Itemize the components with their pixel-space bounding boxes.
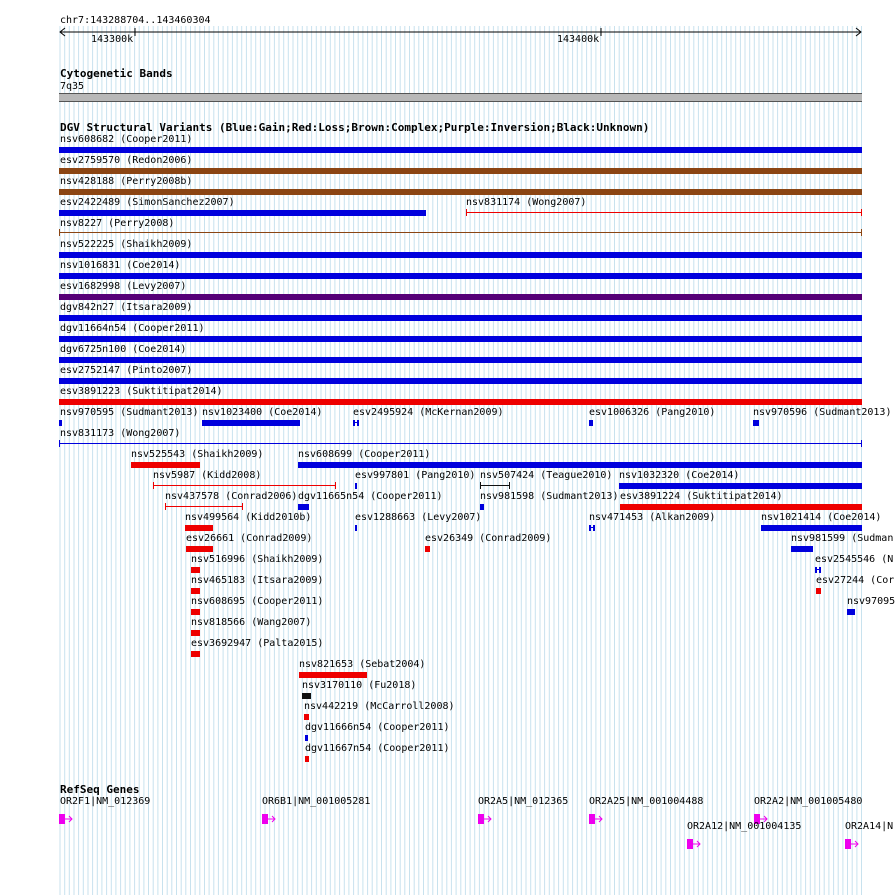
variant-label[interactable]: esv2422489 (SimonSanchez2007) <box>60 197 235 208</box>
variant-bar[interactable] <box>425 546 430 552</box>
variant-label[interactable]: dgv11664n54 (Cooper2011) <box>60 323 205 334</box>
variant-label[interactable]: esv26661 (Conrad2009) <box>186 533 313 544</box>
variant-bar[interactable] <box>59 252 862 258</box>
variant-label[interactable]: nsv970596 (Sudmant2013) <box>753 407 892 418</box>
variant-bar[interactable] <box>191 609 200 615</box>
variant-label[interactable]: nsv608695 (Cooper2011) <box>191 596 324 607</box>
variant-label[interactable]: nsv1023400 (Coe2014) <box>202 407 323 418</box>
variant-bar[interactable] <box>761 525 862 531</box>
variant-label[interactable]: nsv3170110 (Fu2018) <box>302 680 417 691</box>
variant-bar[interactable] <box>847 609 855 615</box>
variant-bar[interactable] <box>191 588 200 594</box>
gene-label[interactable]: OR2A2|NM_001005480 <box>754 796 863 807</box>
variant-label[interactable]: nsv970595 (Sudmant2013) <box>60 407 199 418</box>
variant-label[interactable]: nsv1032320 (Coe2014) <box>619 470 740 481</box>
variant-label[interactable]: nsv981598 (Sudmant2013) <box>480 491 619 502</box>
gene-arrow-icon[interactable] <box>845 834 859 844</box>
variant-bar[interactable] <box>153 482 336 489</box>
variant-bar[interactable] <box>480 504 484 510</box>
variant-bar[interactable] <box>59 357 862 363</box>
gene-label[interactable]: OR2F1|NM_012369 <box>60 796 151 807</box>
variant-bar[interactable] <box>59 273 862 279</box>
variant-label[interactable]: esv3692947 (Palta2015) <box>191 638 324 649</box>
variant-label[interactable]: nsv5987 (Kidd2008) <box>153 470 262 481</box>
variant-bar[interactable] <box>302 693 311 699</box>
variant-label[interactable]: nsv831174 (Wong2007) <box>466 197 587 208</box>
ruler-axis <box>55 26 867 42</box>
gene-label[interactable]: OR2A14|N <box>845 821 894 832</box>
variant-label[interactable]: dgv11666n54 (Cooper2011) <box>305 722 450 733</box>
cytoband-bar[interactable] <box>59 93 862 102</box>
variant-bar[interactable] <box>753 420 759 426</box>
variant-bar[interactable] <box>589 525 595 531</box>
variant-label[interactable]: nsv1021414 (Coe2014) <box>761 512 882 523</box>
variant-bar[interactable] <box>59 315 862 321</box>
variant-bar[interactable] <box>299 672 367 678</box>
variant-bar[interactable] <box>59 229 862 236</box>
variant-bar[interactable] <box>191 630 200 636</box>
refseq-track-title: RefSeq Genes <box>60 783 140 796</box>
variant-label[interactable]: nsv97095 <box>847 596 895 607</box>
variant-label[interactable]: esv2752147 (Pinto2007) <box>60 365 193 376</box>
variant-label[interactable]: nsv525543 (Shaikh2009) <box>131 449 264 460</box>
variant-bar[interactable] <box>165 503 243 510</box>
variant-label[interactable]: nsv818566 (Wang2007) <box>191 617 312 628</box>
gene-label[interactable]: OR2A5|NM_012365 <box>478 796 569 807</box>
variant-label[interactable]: nsv499564 (Kidd2010b) <box>185 512 312 523</box>
variant-label[interactable]: dgv11665n54 (Cooper2011) <box>298 491 443 502</box>
variant-bar[interactable] <box>304 714 309 720</box>
variant-label[interactable]: nsv442219 (McCarroll2008) <box>304 701 455 712</box>
dgv-track-title: DGV Structural Variants (Blue:Gain;Red:Loss;Brown:Complex;Purple:Inversion;Black:Unknown) <box>60 121 650 134</box>
variant-bar[interactable] <box>59 189 862 195</box>
variant-label[interactable]: nsv8227 (Perry2008) <box>60 218 175 229</box>
gene-arrow-icon[interactable] <box>59 809 73 819</box>
variant-label[interactable]: esv1682998 (Levy2007) <box>60 281 187 292</box>
variant-bar[interactable] <box>466 209 862 216</box>
variant-label[interactable]: nsv1016831 (Coe2014) <box>60 260 181 271</box>
variant-bar[interactable] <box>355 483 357 489</box>
variant-label[interactable]: esv1006326 (Pang2010) <box>589 407 716 418</box>
variant-label[interactable]: esv27244 (Cor <box>816 575 895 586</box>
variant-label[interactable]: esv2545546 (N <box>815 554 894 565</box>
variant-label[interactable]: nsv522225 (Shaikh2009) <box>60 239 193 250</box>
variant-bar[interactable] <box>59 336 862 342</box>
variant-label[interactable]: esv3891223 (Suktitipat2014) <box>60 386 223 397</box>
variant-bar[interactable] <box>191 567 200 573</box>
variant-bar[interactable] <box>480 482 510 489</box>
variant-bar[interactable] <box>131 462 200 468</box>
variant-bar[interactable] <box>59 168 862 174</box>
variant-bar[interactable] <box>298 504 309 510</box>
variant-label[interactable]: esv997801 (Pang2010) <box>355 470 476 481</box>
variant-bar[interactable] <box>191 651 200 657</box>
variant-bar[interactable] <box>59 210 426 216</box>
variant-bar[interactable] <box>305 756 309 762</box>
variant-bar[interactable] <box>59 440 862 447</box>
ruler-coordinates: chr7:143288704..143460304 <box>60 15 211 26</box>
variant-bar[interactable] <box>186 546 213 552</box>
variant-bar[interactable] <box>59 420 62 426</box>
variant-bar[interactable] <box>59 294 862 300</box>
variant-label[interactable]: nsv821653 (Sebat2004) <box>299 659 426 670</box>
gene-label[interactable]: OR2A25|NM_001004488 <box>589 796 704 807</box>
variant-label[interactable]: nsv465183 (Itsara2009) <box>191 575 324 586</box>
cytoband-label: 7q35 <box>60 81 85 92</box>
variant-bar[interactable] <box>353 420 359 426</box>
ruler-tick-label-2: 143400k <box>557 34 600 45</box>
variant-bar[interactable] <box>791 546 813 552</box>
variant-bar[interactable] <box>298 462 862 468</box>
variant-bar[interactable] <box>816 588 821 594</box>
variant-label[interactable]: dgv6725n100 (Coe2014) <box>60 344 187 355</box>
variant-label[interactable]: nsv471453 (Alkan2009) <box>589 512 716 523</box>
variant-bar[interactable] <box>202 420 300 426</box>
cytoband-track-title: Cytogenetic Bands <box>60 67 173 80</box>
variant-label[interactable]: esv26349 (Conrad2009) <box>425 533 552 544</box>
variant-label[interactable]: nsv981599 (Sudman <box>791 533 894 544</box>
variant-bar[interactable] <box>620 504 862 510</box>
variant-label[interactable]: dgv842n27 (Itsara2009) <box>60 302 193 313</box>
ruler-tick-label-1: 143300k <box>91 34 134 45</box>
variant-label[interactable]: esv1288663 (Levy2007) <box>355 512 482 523</box>
variant-bar[interactable] <box>59 378 862 384</box>
variant-label[interactable]: nsv608682 (Cooper2011) <box>60 134 193 145</box>
gene-arrow-icon[interactable] <box>478 809 492 819</box>
variant-label[interactable]: esv2495924 (McKernan2009) <box>353 407 504 418</box>
variant-label[interactable]: nsv831173 (Wong2007) <box>60 428 181 439</box>
variant-bar[interactable] <box>589 420 593 426</box>
gene-label[interactable]: OR2A12|NM_001004135 <box>687 821 802 832</box>
gene-arrow-icon[interactable] <box>687 834 701 844</box>
gene-label[interactable]: OR6B1|NM_001005281 <box>262 796 371 807</box>
variant-label[interactable]: esv3891224 (Suktitipat2014) <box>620 491 783 502</box>
variant-bar[interactable] <box>185 525 213 531</box>
variant-label[interactable]: nsv507424 (Teague2010) <box>480 470 613 481</box>
variant-bar[interactable] <box>815 567 821 573</box>
gene-arrow-icon[interactable] <box>754 809 768 819</box>
variant-bar[interactable] <box>59 399 862 405</box>
variant-label[interactable]: esv2759570 (Redon2006) <box>60 155 193 166</box>
variant-bar[interactable] <box>305 735 308 741</box>
gene-arrow-icon[interactable] <box>262 809 276 819</box>
variant-label[interactable]: nsv437578 (Conrad2006) <box>165 491 298 502</box>
variant-label[interactable]: dgv11667n54 (Cooper2011) <box>305 743 450 754</box>
variant-label[interactable]: nsv428188 (Perry2008b) <box>60 176 193 187</box>
variant-bar[interactable] <box>59 147 862 153</box>
gene-arrow-icon[interactable] <box>589 809 603 819</box>
variant-label[interactable]: nsv516996 (Shaikh2009) <box>191 554 324 565</box>
variant-bar[interactable] <box>619 483 862 489</box>
variant-bar[interactable] <box>355 525 357 531</box>
variant-label[interactable]: nsv608699 (Cooper2011) <box>298 449 431 460</box>
